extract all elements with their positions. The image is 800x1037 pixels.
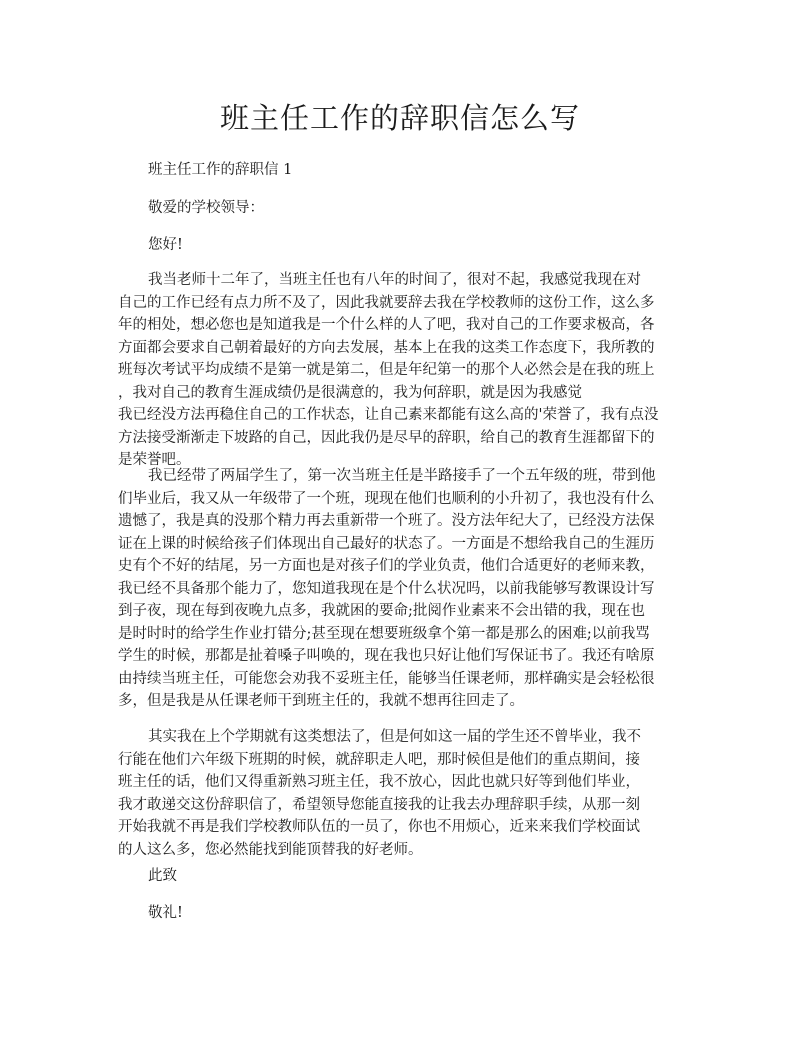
greeting: 您好! <box>148 237 183 253</box>
paragraph-3 <box>118 726 690 861</box>
paragraph-line: 的人这么多，您必然能找到能顶替我的好老师。 <box>118 841 423 858</box>
paragraph-line: 行能在他们六年级下班期的时候，就辞职走人吧，那时候但是他们的重点期间，接 <box>118 751 640 768</box>
letter-heading: 班主任工作的辞职信 1 <box>148 162 293 178</box>
paragraph-line: 我已经不具备那个能力了，您知道我现在是个什么状况吗，以前我能够写教课设计写 <box>118 580 655 597</box>
paragraph-line: 是荣誉吧。 <box>118 452 191 468</box>
closing: 此致 <box>148 868 177 884</box>
paragraph-line: 自己的工作已经有点力所不及了，因此我就要辞去我在学校教师的这份工作，这么多 <box>118 294 655 311</box>
paragraph-line: 班每次考试平均成绩不是第一就是第二，但是年纪第一的那个人必然会是在我的班上 <box>118 362 655 378</box>
paragraph-line: 方法接受渐渐走下坡路的自己，因此我仍是尽早的辞职，给自己的教育生涯都留下的 <box>118 429 655 446</box>
paragraph-line: 我才敢递交这份辞职信了，希望领导您能直接我的让我去办理辞职手续，从那一刻 <box>118 796 640 813</box>
paragraph-line: 方面都会要求自己朝着最好的方向去发展，基本上在我的这类工作态度下，我所教的 <box>118 339 655 356</box>
document-title: 班主任工作的辞职信怎么写 <box>219 101 580 135</box>
paragraph-line: ，我对自己的教育生涯成绩仍是很满意的，我为何辞职，就是因为我感觉 <box>118 384 582 401</box>
paragraph-2 <box>118 465 690 713</box>
paragraph-line: 开始我就不再是我们学校教师队伍的一员了，你也不用烦心，近来来我们学校面试 <box>118 819 640 835</box>
paragraph-line: 其实我在上个学期就有这类想法了，但是何如这一届的学生还不曾毕业，我不 <box>148 729 641 745</box>
paragraph-line: 学生的时候，那都是扯着嗓子叫唤的，现在我也只好让他们写保证书了。我还有啥原 <box>118 648 655 664</box>
paragraph-line: 到子夜，现在每到夜晚九点多，我就困的要命;批阅作业素来不会出错的我，现在也 <box>118 603 645 619</box>
paragraph-line: 证在上课的时候给孩子们体现出自己最好的状态了。一方面是不想给我自己的生涯历 <box>118 535 655 552</box>
paragraph-line: 我当老师十二年了，当班主任也有八年的时间了，很对不起，我感觉我现在对 <box>148 272 641 288</box>
paragraph-line: 年的相处，想必您也是知道我是一个什么样的人了吧，我对自己的工作要求极高，各 <box>118 317 655 333</box>
paragraph-line: 我已经没方法再稳住自己的工作状态，让自己素来都能有这么高的'荣誉了，我有点没 <box>118 407 659 423</box>
paragraph-line: 史有个不好的结尾，另一方面也是对孩子们的学业负责，他们合适更好的老师来教， <box>118 558 655 574</box>
paragraph-line: 我已经带了两届学生了，第一次当班主任是半路接手了一个五年级的班，带到他 <box>148 468 656 484</box>
paragraph-line: 班主任的话，他们又得重新熟习班主任，我不放心，因此也就只好等到他们毕业， <box>118 774 640 790</box>
paragraph-line: 由持续当班主任，可能您会劝我不妥班主任，能够当任课老师，那样确实是会轻松很 <box>118 670 655 687</box>
salutation: 敬爱的学校领导： <box>148 200 264 216</box>
paragraph-1 <box>118 269 690 472</box>
salute: 敬礼! <box>148 905 183 921</box>
paragraph-line: 遗憾了，我是真的没那个精力再去重新带一个班了。没方法年纪大了，已经没方法保 <box>118 513 655 529</box>
paragraph-line: 是时时时的给学生作业打错分;甚至现在想要班级拿个第一都是那么的困难;以前我骂 <box>118 625 650 642</box>
paragraph-line: 们毕业后，我又从一年级带了一个班，现现在他们也顺利的小升初了，我也没有什么 <box>118 490 655 507</box>
paragraph-line: 多，但是我是从任课老师干到班主任的，我就不想再往回走了。 <box>118 693 524 709</box>
